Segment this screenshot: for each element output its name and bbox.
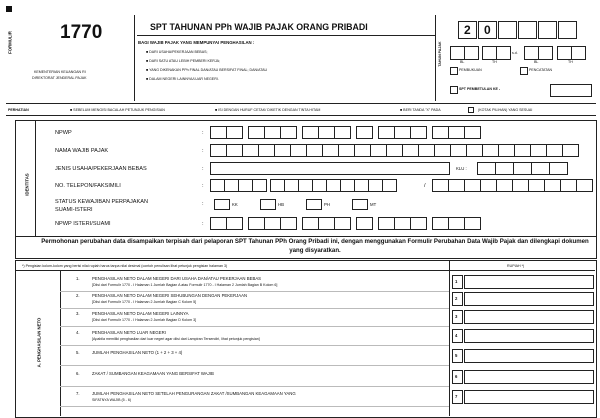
npwp-istri-label: NPWP ISTERI/SUAMI xyxy=(55,221,111,227)
row-number-box: 2 xyxy=(452,292,463,306)
char-cell[interactable] xyxy=(238,179,253,192)
char-cell[interactable] xyxy=(410,126,427,139)
row-number-box: 4 xyxy=(452,329,463,343)
perhatian-top-line xyxy=(6,103,596,104)
char-cell[interactable] xyxy=(326,179,341,192)
row-label: JUMLAH PENGHASILAN NETO SETELAH PENGURANGAN ZAKAT /SUMBANGAN KEAGAMAAN YANG xyxy=(92,391,296,396)
status-label: SUAMI-ISTERI xyxy=(55,207,93,213)
char-cell[interactable] xyxy=(386,144,403,157)
char-cell[interactable] xyxy=(340,179,355,192)
char-cell[interactable] xyxy=(354,179,369,192)
perhatian-note: ■ SEBELUM MENGISI BACALAH PETUNJUK PENGISIAN xyxy=(70,108,165,112)
row-note: [Diisi dari Formulir 1770 - I Halaman 2 Jumlah Bagian D Kolom 3] xyxy=(92,318,197,322)
bullet-item: ■ DARI SATU ATAU LEBIH PEMBERI KERJA; xyxy=(146,59,221,63)
period-start-bl-2[interactable] xyxy=(464,46,479,60)
instruction-line xyxy=(15,270,595,271)
char-cell[interactable] xyxy=(370,144,387,157)
year-digit-4[interactable] xyxy=(518,21,537,39)
sd-label: s.d. xyxy=(512,51,518,55)
nama-label: NAMA WAJIB PAJAK xyxy=(55,148,109,154)
char-cell[interactable] xyxy=(434,144,451,157)
char-cell[interactable] xyxy=(290,144,307,157)
char-cell[interactable] xyxy=(546,144,563,157)
char-cell[interactable] xyxy=(495,162,514,175)
penghasilan-side-label: A. PENGHASILAN NETO xyxy=(36,317,42,368)
ministry-name: KEMENTERIAN KEUANGAN RI xyxy=(34,70,86,74)
char-cell[interactable] xyxy=(378,126,395,139)
sample-checkbox-icon xyxy=(468,107,474,113)
status-hb-label: HB xyxy=(278,202,284,207)
char-cell[interactable] xyxy=(226,217,243,230)
char-cell[interactable] xyxy=(258,144,275,157)
char-cell[interactable] xyxy=(514,144,531,157)
pembetulan-label: SPT PEMBETULAN KE - xyxy=(459,87,501,91)
char-cell[interactable] xyxy=(302,217,319,230)
status-ph-label: PH xyxy=(324,202,330,207)
row-number: 6. xyxy=(76,371,80,376)
char-cell[interactable] xyxy=(280,217,297,230)
colon: : xyxy=(202,166,204,172)
char-cell[interactable] xyxy=(418,144,435,157)
char-cell[interactable] xyxy=(298,179,313,192)
char-cell[interactable] xyxy=(334,217,351,230)
char-cell[interactable] xyxy=(312,179,327,192)
row-value-input[interactable] xyxy=(464,370,594,384)
row-value-input[interactable] xyxy=(464,329,594,343)
year-digit-3[interactable] xyxy=(498,21,517,39)
char-cell[interactable] xyxy=(318,217,335,230)
char-cell[interactable] xyxy=(464,217,481,230)
char-cell[interactable] xyxy=(528,179,545,192)
form-subtitle: BAGI WAJIB PAJAK YANG MEMPUNYAI PENGHASILAN : xyxy=(138,40,255,45)
formulir-side-label: FORMULIR xyxy=(7,31,13,54)
row-label: ZAKAT / SUMBANGAN KEAGAMAAN YANG BERSIFAT WAJIB xyxy=(92,371,214,376)
char-cell[interactable] xyxy=(410,217,427,230)
row-label: PENGHASILAN NETO LUAR NEGERI xyxy=(92,330,166,335)
colon: : xyxy=(202,201,204,207)
rupiah-instruction: *) Pengisian kolom-kolom yang berisi nilai rupiah harus tanpa nilai desimal (contoh penulisan lihat petunjuk pengisian halaman 3) xyxy=(22,264,228,268)
year-digit-1[interactable]: 2 xyxy=(458,21,477,39)
char-cell[interactable] xyxy=(448,217,465,230)
char-cell[interactable] xyxy=(378,217,395,230)
form-title: SPT TAHUNAN PPh WAJIB PAJAK ORANG PRIBADI xyxy=(150,22,368,32)
colon: : xyxy=(202,183,204,189)
char-cell[interactable] xyxy=(464,179,481,192)
char-cell[interactable] xyxy=(226,144,243,157)
row-divider xyxy=(60,291,449,292)
perhatian-note: ■ BERI TANDA "X" PADA xyxy=(400,108,441,112)
char-cell[interactable] xyxy=(394,217,411,230)
period-end-th-2[interactable] xyxy=(571,46,586,60)
row-number-box: 1 xyxy=(452,275,463,289)
row-number: 4. xyxy=(76,330,80,335)
identitas-side-divider xyxy=(35,120,36,236)
pencatatan-checkbox[interactable] xyxy=(520,67,528,75)
char-cell[interactable] xyxy=(356,217,373,230)
char-cell[interactable] xyxy=(210,126,227,139)
char-cell[interactable] xyxy=(544,179,561,192)
char-cell[interactable] xyxy=(318,126,335,139)
char-cell[interactable] xyxy=(210,144,227,157)
perhatian-note: (KOTAK PILIHAN) YANG SESUAI xyxy=(478,108,533,112)
row-number: 2. xyxy=(76,293,80,298)
period-end-bl-2[interactable] xyxy=(538,46,553,60)
status-mt-label: MT xyxy=(370,202,377,207)
row-value-input[interactable] xyxy=(464,292,594,306)
char-cell[interactable] xyxy=(252,179,267,192)
row-divider xyxy=(60,406,449,407)
colon: : xyxy=(202,148,204,154)
colon: : xyxy=(202,221,204,227)
char-cell[interactable] xyxy=(530,144,547,157)
identitas-side-label: IDENTITAS xyxy=(24,173,30,196)
period-start-th-2[interactable] xyxy=(496,46,511,60)
year-digit-6[interactable] xyxy=(558,21,577,39)
row-number: 1. xyxy=(76,276,80,281)
perhatian-note: ■ ISI DENGAN HURUF CETAK/ DIKETIK DENGAN TINTA HITAM xyxy=(215,108,321,112)
row-label: PENGHASILAN NETO DALAM NEGERI DARI USAHA DAN/ATAU PEKERJAAN BEBAS xyxy=(92,276,262,281)
char-cell[interactable] xyxy=(226,126,243,139)
row-divider xyxy=(60,386,449,387)
row-note: [Diisi dari Formulir 1770 - I Halaman 1 Jumlah Bagian A atau Formulir 1770 - I Halaman 2 Jumlah Bagian B Kolom 6] xyxy=(92,283,278,287)
char-cell[interactable] xyxy=(560,179,577,192)
th-label: TH xyxy=(492,60,497,64)
char-cell[interactable] xyxy=(549,162,568,175)
status-mt-checkbox[interactable] xyxy=(352,199,368,210)
notice-text: Permohonan perubahan data disampaikan terpisah dari pelaporan SPT Tahunan PPh Orang Pribadi ini, dengan menggunakan Formulir Perubahan Data Wajib Pajak dan dilengkapi dokumen yang disyaratkan. xyxy=(41,238,589,254)
char-cell[interactable] xyxy=(338,144,355,157)
jenis-usaha-input[interactable] xyxy=(210,162,450,175)
char-cell[interactable] xyxy=(242,144,259,157)
directorate-name: DIREKTORAT JENDERAL PAJAK xyxy=(32,76,87,80)
period-end-th-1[interactable] xyxy=(557,46,572,60)
klu-label: KLU : xyxy=(456,166,467,171)
char-cell[interactable] xyxy=(264,126,281,139)
jenis-usaha-label: JENIS USAHA/PEKERJAAN BEBAS xyxy=(55,166,147,172)
status-ph-checkbox[interactable] xyxy=(306,199,322,210)
char-cell[interactable] xyxy=(264,217,281,230)
char-cell[interactable] xyxy=(448,179,465,192)
row-value-input[interactable] xyxy=(464,310,594,324)
char-cell[interactable] xyxy=(513,162,532,175)
row-number-box: 5 xyxy=(452,349,463,363)
value-column-divider xyxy=(449,260,450,416)
char-cell[interactable] xyxy=(512,179,529,192)
char-cell[interactable] xyxy=(477,162,496,175)
perhatian-bottom-line xyxy=(6,115,596,116)
row-divider xyxy=(60,345,449,346)
char-cell[interactable] xyxy=(531,162,550,175)
tahun-pajak-label: TAHUN PAJAK xyxy=(438,41,442,67)
form-number: 1770 xyxy=(60,22,103,43)
char-cell[interactable] xyxy=(334,126,351,139)
th-label: TH xyxy=(568,60,573,64)
char-cell[interactable] xyxy=(368,179,383,192)
char-cell[interactable] xyxy=(498,144,515,157)
row-number-box: 7 xyxy=(452,390,463,404)
period-start-th-1[interactable] xyxy=(482,46,497,60)
pembukuan-checkbox[interactable] xyxy=(450,67,458,75)
char-cell[interactable] xyxy=(394,126,411,139)
char-cell[interactable] xyxy=(306,144,323,157)
char-cell[interactable] xyxy=(450,144,467,157)
perhatian-label: PERHATIAN xyxy=(8,108,29,112)
char-cell[interactable] xyxy=(402,144,419,157)
row-note: [Apabila memiliki penghasilan dari luar negeri agar diisi dari Lampiran Tersendiri, lihat petunjuk pengisian] xyxy=(92,337,260,341)
row-note: SIFATNYA WAJIB (5 - 6) xyxy=(92,398,132,402)
year-digit-5[interactable] xyxy=(538,21,557,39)
char-cell[interactable] xyxy=(432,179,449,192)
notice-top-line xyxy=(15,236,596,237)
bl-label: BL xyxy=(534,60,539,64)
status-hb-checkbox[interactable] xyxy=(260,199,276,210)
row-label: JUMLAH PENGHASILAN NETO (1 + 2 + 3 + 4) xyxy=(92,350,183,355)
row-value-input[interactable] xyxy=(464,349,594,363)
char-cell[interactable] xyxy=(466,144,483,157)
char-cell[interactable] xyxy=(562,144,579,157)
char-cell[interactable] xyxy=(224,179,239,192)
pembukuan-label: PEMBUKUAN xyxy=(459,68,482,72)
char-cell[interactable] xyxy=(480,179,497,192)
char-cell[interactable] xyxy=(302,126,319,139)
char-cell[interactable] xyxy=(496,179,513,192)
bullet-item: ■ YANG DIKENAKAN PPh FINAL DAN/ATAU BERSIFAT FINAL; DAN/ATAU xyxy=(146,68,268,72)
char-cell[interactable] xyxy=(382,179,397,192)
row-label: PENGHASILAN NETO DALAM NEGERI SEHUBUNGAN DENGAN PEKERJAAN xyxy=(92,293,248,298)
rupiah-header: RUPIAH *) xyxy=(507,264,525,268)
pembetulan-number-box[interactable] xyxy=(550,84,592,97)
status-label: STATUS KEWAJIBAN PERPAJAKAN xyxy=(55,199,149,205)
char-cell[interactable] xyxy=(464,126,481,139)
period-end-bl-1[interactable] xyxy=(524,46,539,60)
char-cell[interactable] xyxy=(248,126,265,139)
char-cell[interactable] xyxy=(482,144,499,157)
header-divider xyxy=(435,15,436,101)
char-cell[interactable] xyxy=(248,217,265,230)
pencatatan-label: PENCATATAN xyxy=(529,68,553,72)
row-number: 5. xyxy=(76,350,80,355)
row-number: 3. xyxy=(76,311,80,316)
bullet-item: ■ DARI USAHA/PEKERJAAN BEBAS; xyxy=(146,50,208,54)
slash: / xyxy=(424,183,426,189)
char-cell[interactable] xyxy=(576,179,593,192)
char-cell[interactable] xyxy=(448,126,465,139)
char-cell[interactable] xyxy=(210,217,227,230)
char-cell[interactable] xyxy=(274,144,291,157)
char-cell[interactable] xyxy=(322,144,339,157)
char-cell[interactable] xyxy=(280,126,297,139)
telepon-label: NO. TELEPON/FAKSIMILI xyxy=(55,183,121,189)
period-start-bl-1[interactable] xyxy=(450,46,465,60)
char-cell[interactable] xyxy=(432,217,449,230)
status-kk-label: KK xyxy=(232,202,238,207)
row-divider xyxy=(60,365,449,366)
year-digit-2[interactable]: 0 xyxy=(478,21,497,39)
colon: : xyxy=(202,130,204,136)
row-value-input[interactable] xyxy=(464,275,594,289)
bullet-item: ■ DALAM NEGERI LAINNYA/LUAR NEGERI. xyxy=(146,77,219,81)
bl-label: BL xyxy=(460,60,465,64)
row-number-box: 3 xyxy=(452,310,463,324)
row-value-input[interactable] xyxy=(464,390,594,404)
status-kk-checkbox[interactable] xyxy=(214,199,230,210)
char-cell[interactable] xyxy=(284,179,299,192)
row-label: PENGHASILAN NETO DALAM NEGERI LAINNYA xyxy=(92,311,189,316)
char-cell[interactable] xyxy=(432,126,449,139)
row-divider xyxy=(60,326,449,327)
char-cell[interactable] xyxy=(354,144,371,157)
npwp-label: NPWP xyxy=(55,130,72,136)
row-number-box: 6 xyxy=(452,370,463,384)
row-number: 7. xyxy=(76,391,80,396)
char-cell[interactable] xyxy=(270,179,285,192)
row-divider xyxy=(60,308,449,309)
char-cell[interactable] xyxy=(356,126,373,139)
pembetulan-checkbox[interactable] xyxy=(450,86,458,94)
row-note: [Diisi dari Formulir 1770 - I Halaman 2 Jumlah Bagian C Kolom 5] xyxy=(92,300,197,304)
corner-marker xyxy=(6,6,12,12)
title-divider xyxy=(137,35,435,36)
char-cell[interactable] xyxy=(210,179,225,192)
